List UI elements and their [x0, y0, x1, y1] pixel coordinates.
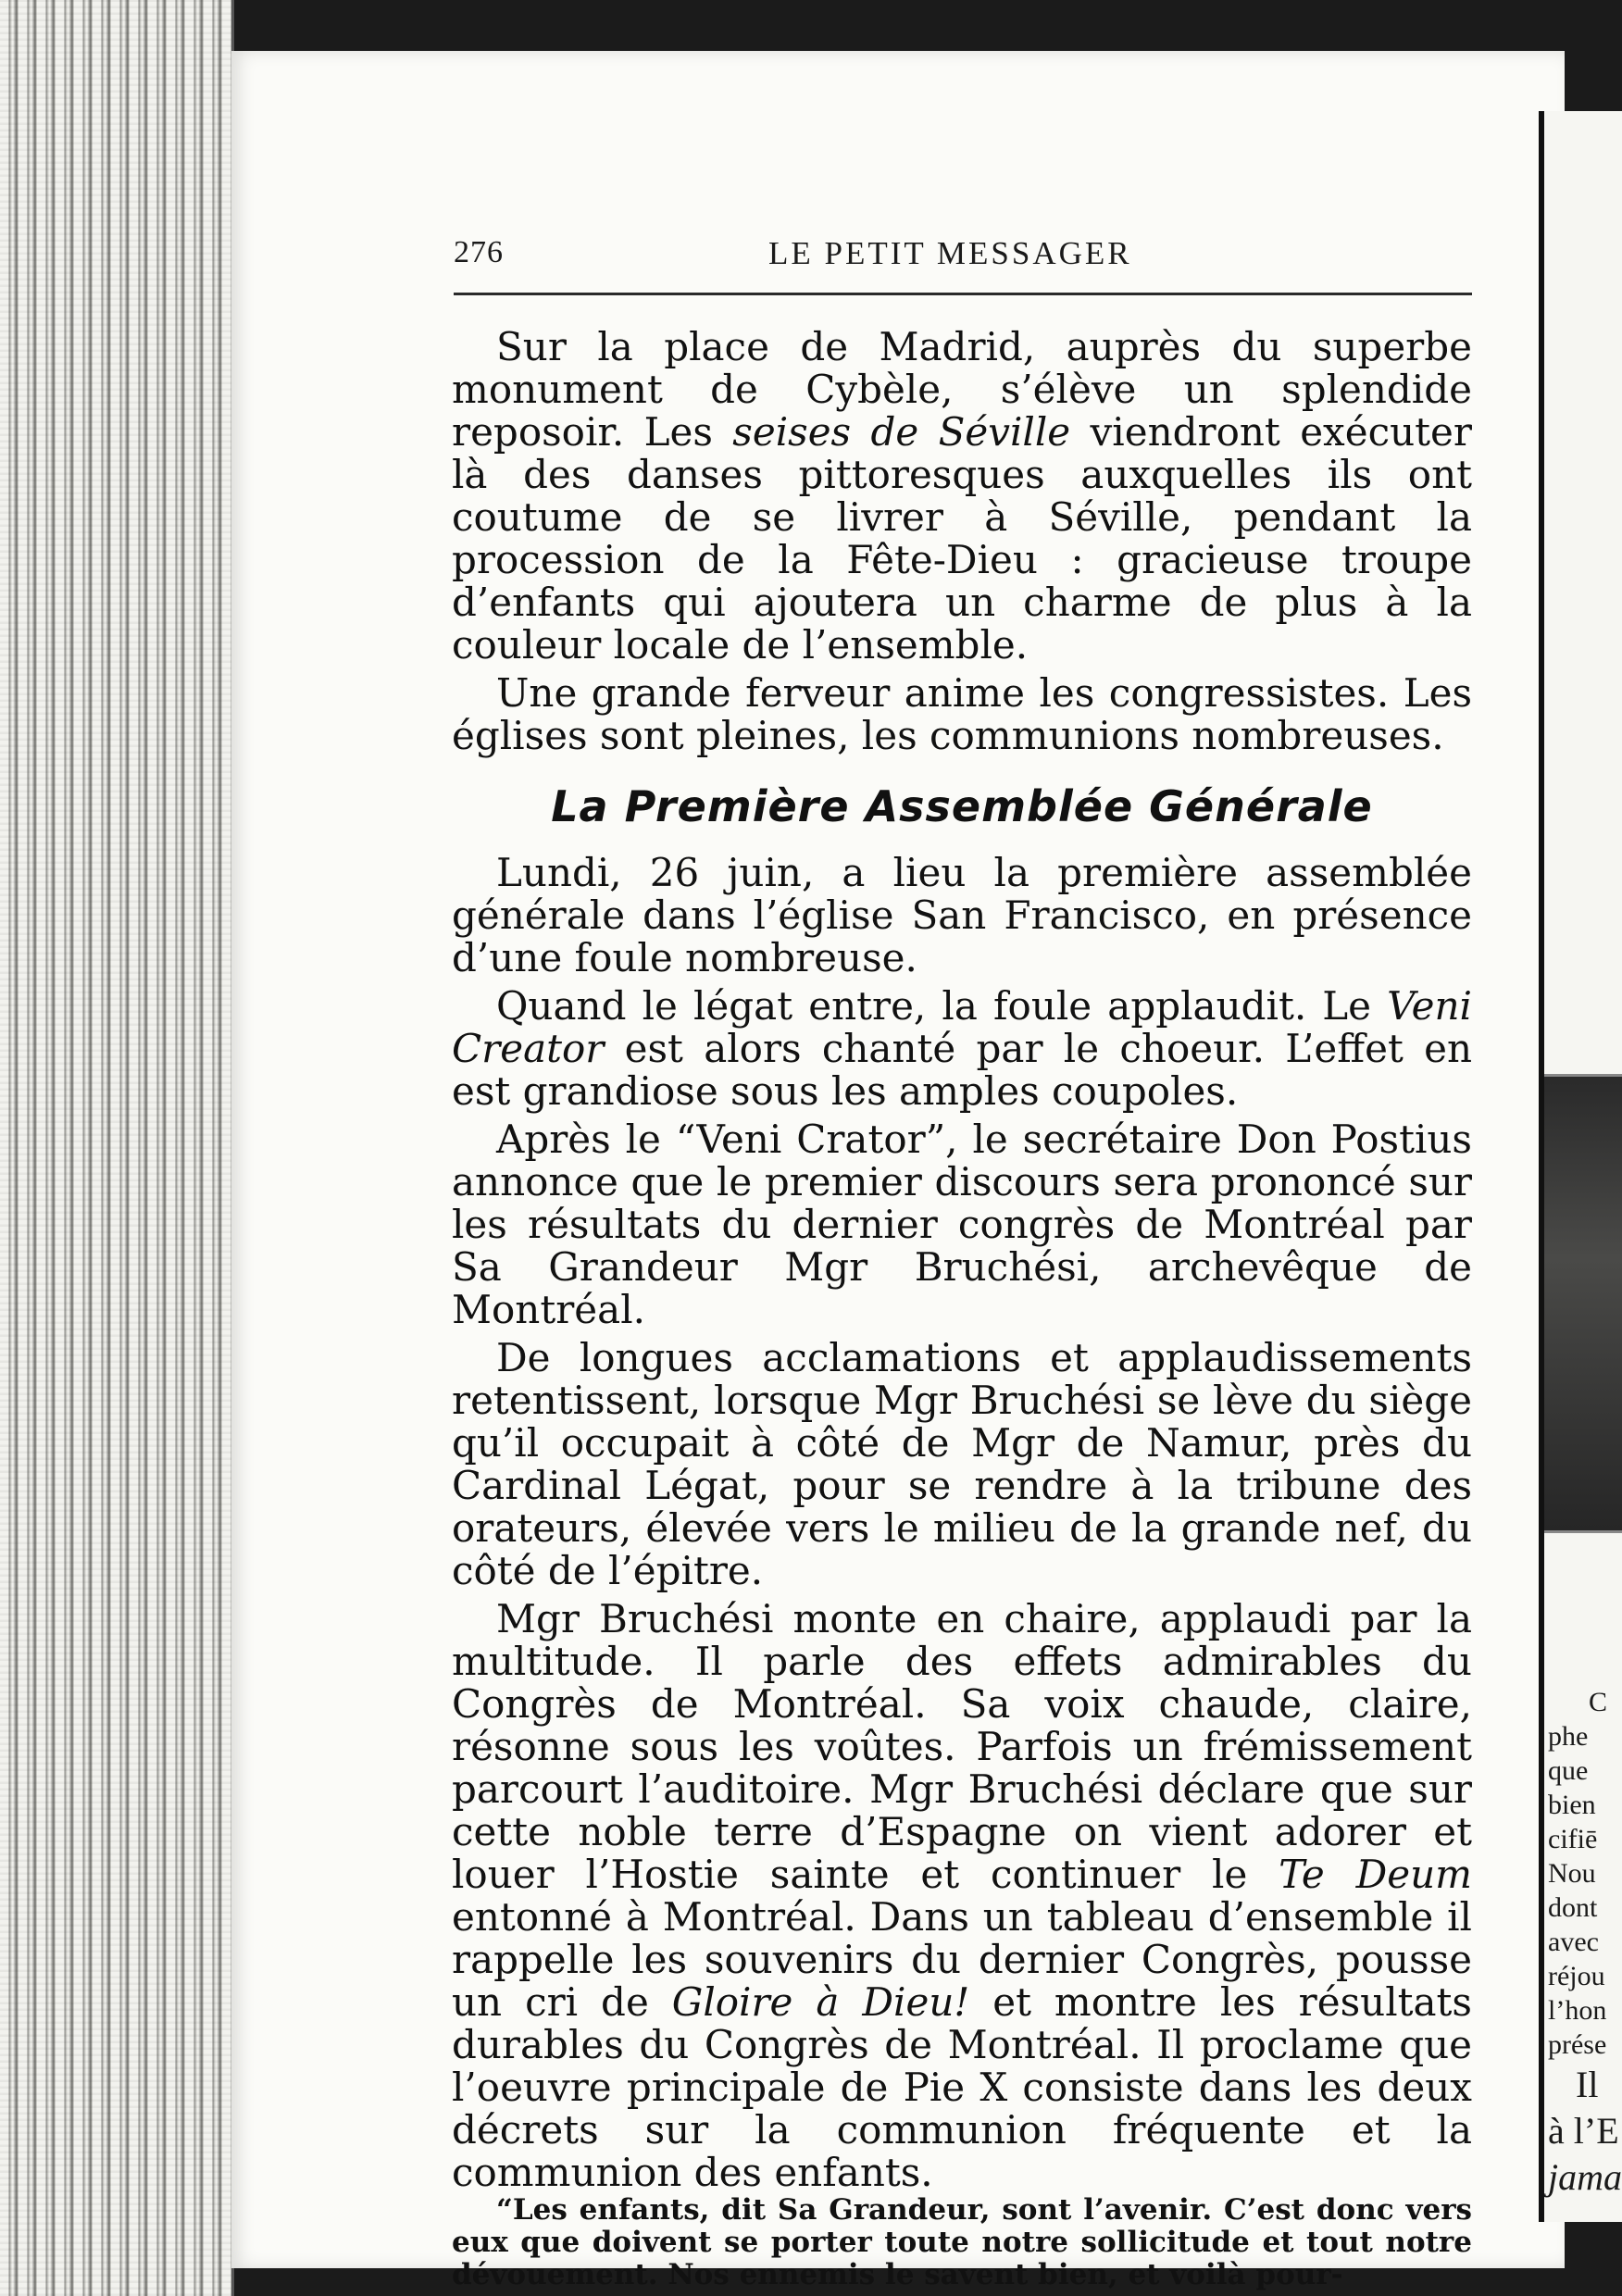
facing-line: Nou: [1548, 1858, 1596, 1889]
text-run: Lundi, 26 juin, a lieu la première assemblée générale dans l’église San Francisco, en présence d’une foule nombreuse.: [452, 850, 1472, 980]
book-page-edges: [0, 0, 234, 2296]
facing-line: avec: [1548, 1927, 1599, 1957]
text-run: entonné à Montréal. Dans un tableau d’ensemble il rappelle les souvenirs du dernier Congrès, pousse un cri de: [452, 1894, 1472, 2025]
quoted-speech: “Les enfants, dit Sa Grandeur, sont l’avenir. C’est donc vers eux que doivent se porter toute notre sollicitude et tout notre dévouement. Nos ennemis le savent bien, et voilà pour-: [452, 2193, 1472, 2291]
text-run: De longues acclamations et applaudissements retentissent, lorsque Mgr Bruchési se lève du siège qu’il occupait à côté de Mgr de Namur, près du Cardinal Légat, pour se rendre à la tribune des orateurs, élevée vers le milieu de la grande nef, du côté de l’épitre.: [452, 1335, 1472, 1593]
paragraph: [452, 1598, 1472, 2194]
facing-line: Il: [1576, 2064, 1599, 2105]
paragraph-group-2: [452, 852, 1472, 2194]
facing-line: que: [1548, 1755, 1589, 1786]
italic-phrase: seises de Séville: [732, 409, 1071, 455]
text-run: Après le “Veni Crator”, le secrétaire Don Postius annonce que le premier discours sera prononcé sur les résultats du dernier congrès de Montréal par Sa Grandeur Mgr Bruchési, archevêque de Montréal.: [452, 1117, 1472, 1332]
facing-line: jama: [1548, 2156, 1622, 2198]
text-run: Quand le légat entre, la foule applaudit. Le: [496, 983, 1388, 1029]
facing-line: à l’E: [1548, 2110, 1619, 2152]
paragraph: [452, 326, 1472, 667]
paragraph: [452, 672, 1472, 757]
facing-page-text: [1548, 1685, 1622, 2201]
italic-phrase: Gloire à Dieu!: [671, 1979, 970, 2025]
italic-phrase: Te Deum: [1279, 1852, 1472, 1897]
facing-line: prése: [1548, 2029, 1607, 2060]
facing-line: C: [1589, 1687, 1608, 1717]
article-body: [452, 326, 1472, 2291]
text-run: est alors chanté par le choeur. L’effet en est grandiose sous les amples coupoles.: [452, 1026, 1472, 1114]
facing-page-photo: [1544, 1074, 1622, 1533]
italic-phrase: Veni Creator: [452, 983, 1472, 1071]
facing-line: cifiē: [1548, 1824, 1598, 1854]
paragraph: [452, 1337, 1472, 1592]
facing-line: bien: [1548, 1790, 1596, 1820]
facing-line: l’hon: [1548, 1995, 1607, 2026]
text-run: Sur la place de Madrid, auprès du superbe monument de Cybèle, s’élève un splendide reposoir. Les: [452, 324, 1472, 455]
running-title: LE PETIT MESSAGER: [768, 235, 1132, 271]
facing-line: réjou: [1548, 1961, 1605, 1991]
facing-page: [1539, 111, 1622, 2222]
section-heading: La Première Assemblée Générale: [551, 781, 1373, 831]
paragraph: [452, 852, 1472, 980]
text-run: Mgr Bruchési monte en chaire, applaudi par la multitude. Il parle des effets admirables du Congrès de Montréal. Sa voix chaude, claire, résonne sous les voûtes. Parfois un frémissement parcourt l’auditoire. Mgr Bruchési déclare que sur cette noble terre d’Espagne on vient adorer et louer l’Hostie sainte et continuer le: [452, 1596, 1472, 1897]
text-run: et montre les résultats durables du Congrès de Montréal. Il proclame que l’oeuvre principale de Pie X consiste dans les deux décrets sur la communion fréquente et la communion des enfants.: [452, 1979, 1472, 2195]
facing-line: phe: [1548, 1721, 1589, 1752]
text-run: viendront exécuter là des danses pittoresques auxquelles ils ont coutume de se livrer à Séville, pendant la procession de la Fête-Dieu : gracieuse troupe d’enfants qui ajoutera un charme de plus à la couleur locale de l’ensemble.: [452, 409, 1472, 668]
running-head: [454, 235, 1472, 295]
facing-line: dont: [1548, 1892, 1598, 1923]
page-number: 276: [454, 235, 504, 269]
paragraph: [452, 985, 1472, 1113]
paragraph-group-1: [452, 326, 1472, 757]
paragraph: [452, 1118, 1472, 1331]
text-run: Une grande ferveur anime les congressistes. Les églises sont pleines, les communions nombreuses.: [452, 670, 1472, 758]
